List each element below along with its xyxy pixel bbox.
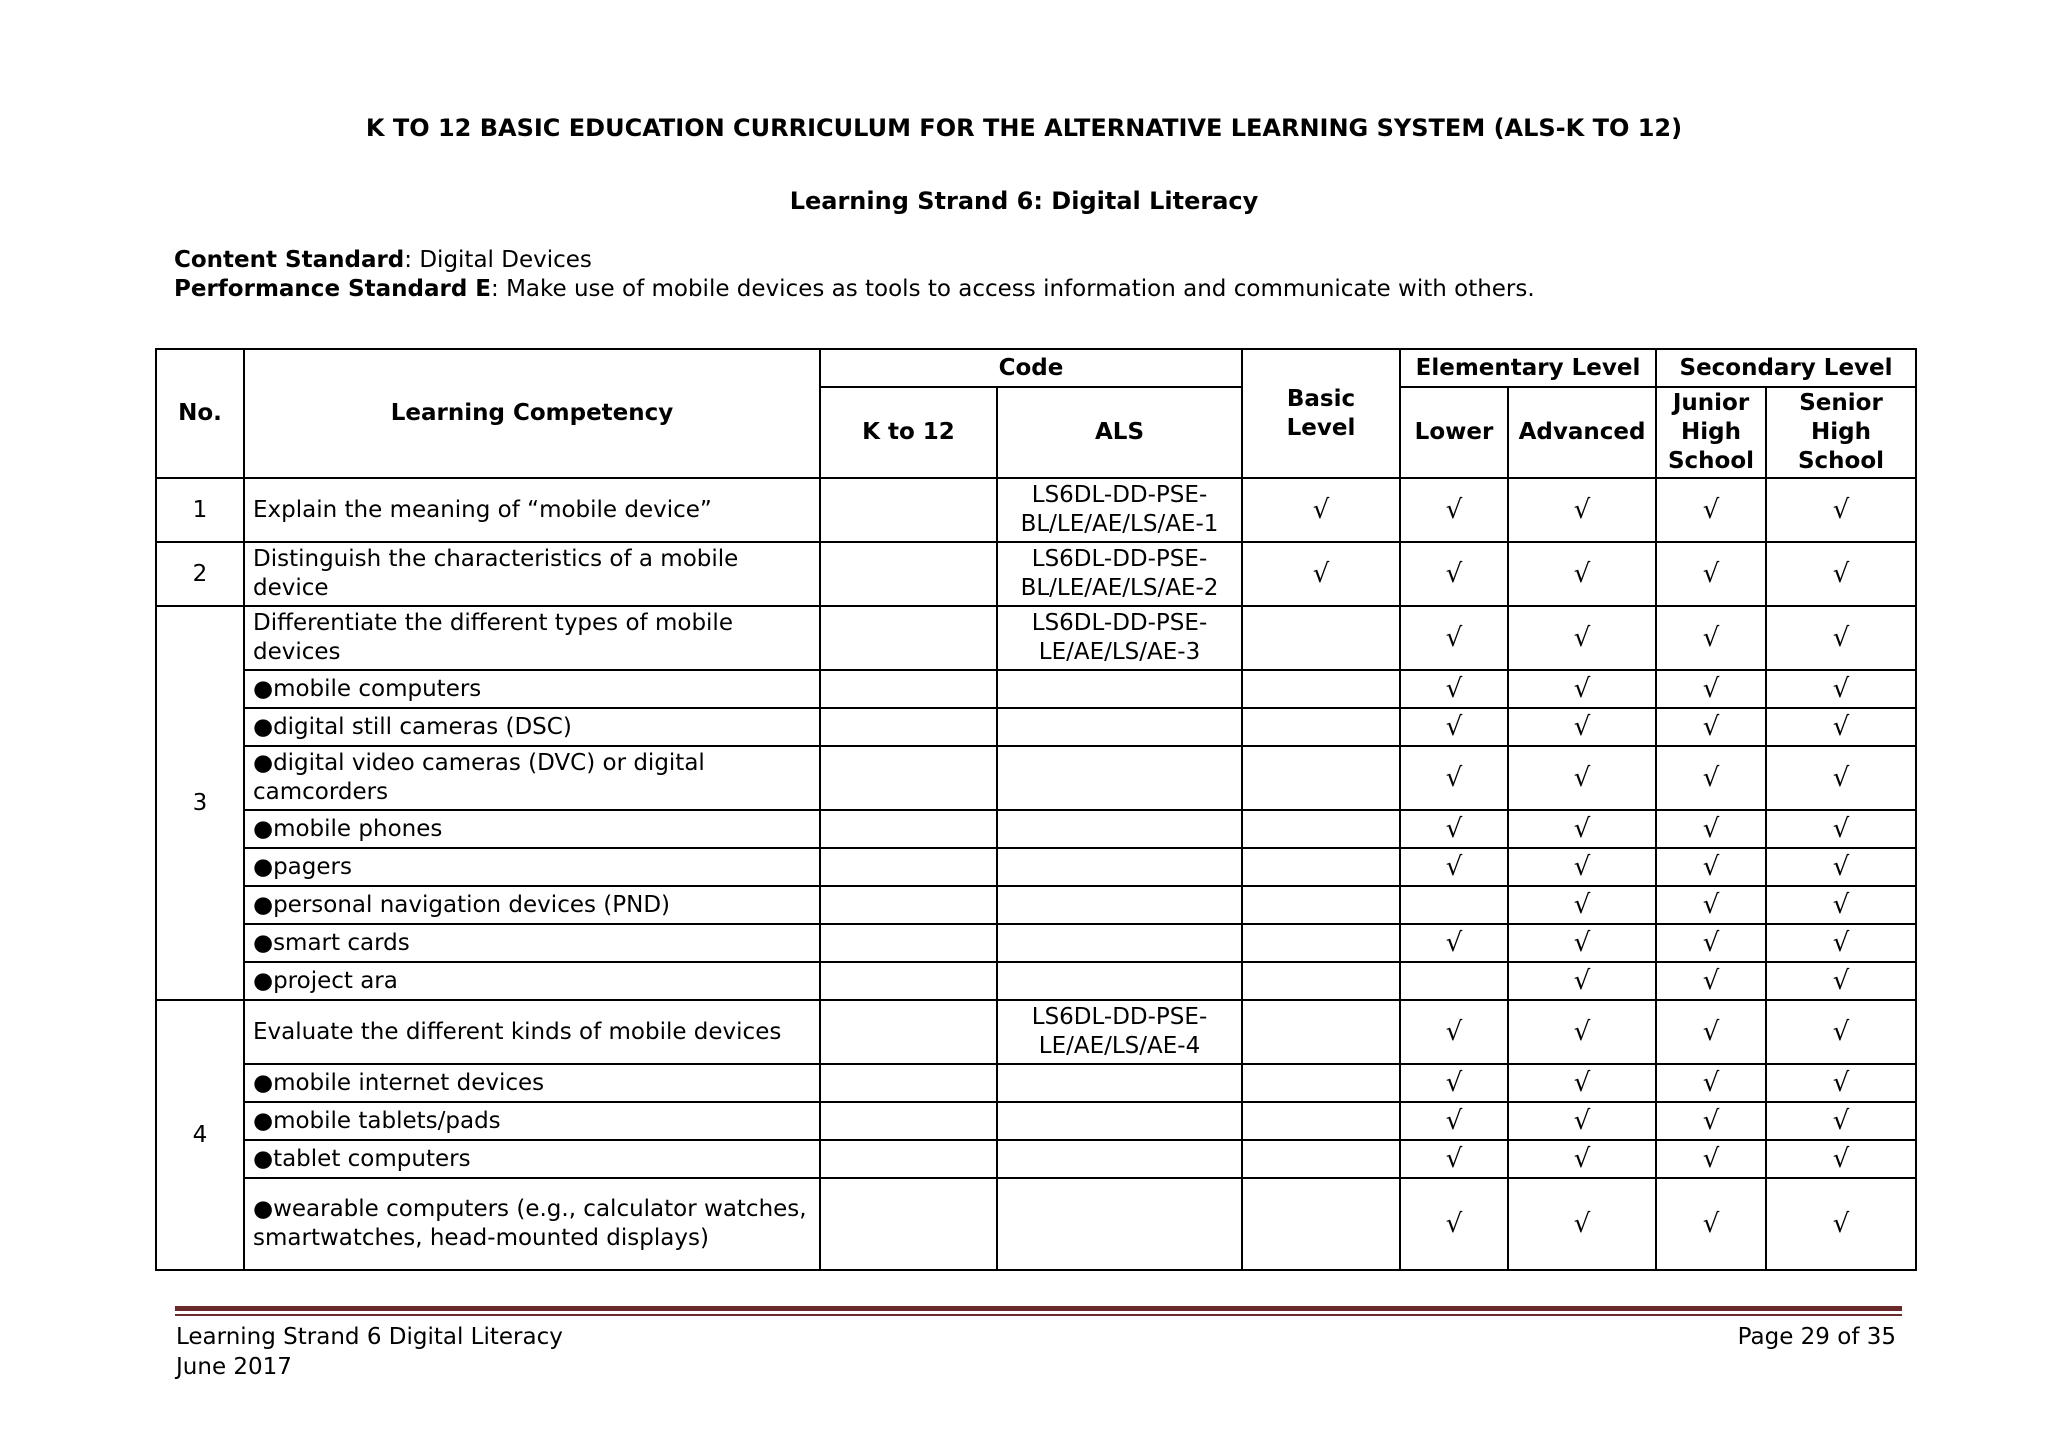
als-code-line1: LS6DL-DD-PSE- [1031, 546, 1208, 572]
check-senior-high: √ [1766, 1178, 1916, 1270]
table-row [156, 670, 1916, 708]
k12-code-cell [820, 848, 997, 886]
check-advanced: √ [1508, 1140, 1656, 1178]
competency-text: Evaluate the different kinds of mobile devices [244, 1000, 820, 1064]
header-jhs-line1: Junior [1672, 390, 1750, 416]
table-row [156, 1064, 1916, 1102]
check-basic-empty [1242, 746, 1400, 810]
check-advanced: √ [1508, 924, 1656, 962]
check-advanced: √ [1508, 810, 1656, 848]
check-advanced: √ [1508, 962, 1656, 1000]
als-code-cell [997, 708, 1242, 746]
als-code-cell [997, 1140, 1242, 1178]
check-senior-high: √ [1766, 886, 1916, 924]
competency-text: ●mobile internet devices [244, 1064, 820, 1102]
content-standard-value: : Digital Devices [404, 247, 592, 273]
k12-code-cell [820, 924, 997, 962]
als-code-line2: BL/LE/AE/LS/AE-1 [1020, 511, 1219, 537]
check-lower: √ [1400, 542, 1508, 606]
header-learning-competency: Learning Competency [244, 349, 820, 478]
check-junior-high: √ [1656, 1178, 1766, 1270]
als-code-cell [997, 1178, 1242, 1270]
check-basic-empty [1242, 1064, 1400, 1102]
competency-text: Differentiate the different types of mobile devices [244, 606, 820, 670]
check-lower: √ [1400, 708, 1508, 746]
check-advanced: √ [1508, 670, 1656, 708]
check-junior-high: √ [1656, 708, 1766, 746]
competency-text: ●digital still cameras (DSC) [244, 708, 820, 746]
als-code-line2: LE/AE/LS/AE-4 [1038, 1033, 1201, 1059]
table-row [156, 848, 1916, 886]
check-senior-high: √ [1766, 810, 1916, 848]
header-shs-line3: School [1797, 448, 1885, 474]
table-row [156, 810, 1916, 848]
header-lower: Lower [1400, 387, 1508, 478]
check-junior-high: √ [1656, 542, 1766, 606]
competency-text: ●project ara [244, 962, 820, 1000]
table-row [156, 708, 1916, 746]
check-senior-high: √ [1766, 1140, 1916, 1178]
table-row [156, 924, 1916, 962]
header-jhs-line2: High [1681, 419, 1741, 445]
check-advanced: √ [1508, 708, 1656, 746]
check-junior-high: √ [1656, 1000, 1766, 1064]
content-standard [174, 247, 592, 273]
learning-strand-subtitle: Learning Strand 6: Digital Literacy [789, 187, 1259, 215]
table-row [156, 1178, 1916, 1270]
table-row [156, 606, 1916, 670]
table-row [156, 1140, 1916, 1178]
header-basic-line2: Level [1286, 414, 1356, 441]
k12-code-cell [820, 1140, 997, 1178]
check-junior-high: √ [1656, 1140, 1766, 1178]
k12-code-cell [820, 670, 997, 708]
footer-divider-thin [175, 1314, 1902, 1316]
check-basic-empty [1242, 1102, 1400, 1140]
header-als: ALS [997, 387, 1242, 478]
k12-code-cell [820, 962, 997, 1000]
table-row [156, 478, 1916, 542]
check-senior-high: √ [1766, 962, 1916, 1000]
k12-code-cell [820, 1064, 997, 1102]
als-code-cell [997, 962, 1242, 1000]
table-row [156, 1102, 1916, 1140]
check-junior-high: √ [1656, 746, 1766, 810]
check-lower: √ [1400, 670, 1508, 708]
als-code-cell [997, 1064, 1242, 1102]
header-shs-line1: Senior [1799, 390, 1883, 416]
check-basic-empty [1242, 670, 1400, 708]
check-advanced: √ [1508, 1000, 1656, 1064]
competency-text: ●tablet computers [244, 1140, 820, 1178]
header-advanced: Advanced [1508, 387, 1656, 478]
check-senior-high: √ [1766, 670, 1916, 708]
row-number: 3 [156, 606, 244, 1000]
k12-code-cell [820, 708, 997, 746]
als-code-cell [997, 886, 1242, 924]
page-number: Page 29 of 35 [1737, 1324, 1896, 1350]
check-lower: √ [1400, 1178, 1508, 1270]
header-jhs-line3: School [1667, 448, 1755, 474]
check-junior-high: √ [1656, 670, 1766, 708]
als-code-line1: LS6DL-DD-PSE- [1031, 1004, 1208, 1030]
check-lower: √ [1400, 606, 1508, 670]
check-junior-high: √ [1656, 848, 1766, 886]
check-lower: √ [1400, 478, 1508, 542]
check-junior-high: √ [1656, 1064, 1766, 1102]
als-code-cell [997, 746, 1242, 810]
competency-text: ●personal navigation devices (PND) [244, 886, 820, 924]
als-code-cell [997, 670, 1242, 708]
check-senior-high: √ [1766, 1064, 1916, 1102]
check-lower: √ [1400, 1000, 1508, 1064]
k12-code-cell [820, 542, 997, 606]
header-shs-line2: High [1811, 419, 1871, 445]
check-advanced: √ [1508, 1064, 1656, 1102]
check-senior-high: √ [1766, 478, 1916, 542]
check-junior-high: √ [1656, 810, 1766, 848]
header-code: Code [820, 349, 1242, 387]
header-no: No. [156, 349, 244, 478]
check-advanced: √ [1508, 1178, 1656, 1270]
check-advanced: √ [1508, 848, 1656, 886]
row-number: 2 [156, 542, 244, 606]
check-advanced: √ [1508, 746, 1656, 810]
competency-text: ●smart cards [244, 924, 820, 962]
check-lower: √ [1400, 1102, 1508, 1140]
footer-left [176, 1322, 563, 1382]
header-secondary-level: Secondary Level [1656, 349, 1916, 387]
performance-standard [174, 276, 1535, 302]
k12-code-cell [820, 1102, 997, 1140]
check-senior-high: √ [1766, 542, 1916, 606]
k12-code-cell [820, 886, 997, 924]
check-basic-empty [1242, 924, 1400, 962]
competency-text: ●mobile tablets/pads [244, 1102, 820, 1140]
competency-table [155, 348, 1917, 1271]
als-code-line2: BL/LE/AE/LS/AE-2 [1020, 575, 1219, 601]
check-senior-high: √ [1766, 1000, 1916, 1064]
header-basic-line1: Basic [1286, 385, 1356, 412]
check-advanced: √ [1508, 606, 1656, 670]
als-code-cell [997, 1000, 1242, 1064]
als-code-cell [997, 848, 1242, 886]
check-junior-high: √ [1656, 924, 1766, 962]
check-lower-empty [1400, 962, 1508, 1000]
k12-code-cell [820, 1178, 997, 1270]
competency-text: ●digital video cameras (DVC) or digital camcorders [244, 746, 820, 810]
table-row [156, 746, 1916, 810]
als-code-cell [997, 606, 1242, 670]
check-advanced: √ [1508, 478, 1656, 542]
table-row [156, 962, 1916, 1000]
check-senior-high: √ [1766, 1102, 1916, 1140]
competency-text: ●wearable computers (e.g., calculator watches, smartwatches, head-mounted displays) [244, 1178, 820, 1270]
als-code-line1: LS6DL-DD-PSE- [1031, 610, 1208, 636]
check-lower-empty [1400, 886, 1508, 924]
check-advanced: √ [1508, 542, 1656, 606]
als-code-line2: LE/AE/LS/AE-3 [1038, 639, 1201, 665]
check-advanced: √ [1508, 1102, 1656, 1140]
check-junior-high: √ [1656, 962, 1766, 1000]
footer-date: June 2017 [176, 1354, 292, 1380]
table-row [156, 1000, 1916, 1064]
check-basic-empty [1242, 606, 1400, 670]
check-senior-high: √ [1766, 848, 1916, 886]
check-junior-high: √ [1656, 478, 1766, 542]
table-row [156, 886, 1916, 924]
check-junior-high: √ [1656, 1102, 1766, 1140]
check-basic-empty [1242, 1178, 1400, 1270]
check-junior-high: √ [1656, 886, 1766, 924]
header-junior-high-school [1656, 387, 1766, 478]
check-lower: √ [1400, 810, 1508, 848]
check-basic-empty [1242, 1000, 1400, 1064]
performance-standard-label: Performance Standard E [174, 276, 492, 302]
performance-standard-value: : Make use of mobile devices as tools to access information and communicate with others. [491, 276, 1535, 302]
k12-code-cell [820, 746, 997, 810]
als-code-cell [997, 478, 1242, 542]
als-code-cell [997, 810, 1242, 848]
footer-divider [175, 1306, 1902, 1311]
header-basic-level [1242, 349, 1400, 478]
check-lower: √ [1400, 1140, 1508, 1178]
check-basic: √ [1242, 542, 1400, 606]
check-lower: √ [1400, 848, 1508, 886]
k12-code-cell [820, 810, 997, 848]
check-basic-empty [1242, 962, 1400, 1000]
competency-text: ●pagers [244, 848, 820, 886]
check-lower: √ [1400, 746, 1508, 810]
k12-code-cell [820, 606, 997, 670]
als-code-cell [997, 542, 1242, 606]
check-lower: √ [1400, 1064, 1508, 1102]
check-basic: √ [1242, 478, 1400, 542]
check-basic-empty [1242, 1140, 1400, 1178]
check-junior-high: √ [1656, 606, 1766, 670]
check-senior-high: √ [1766, 746, 1916, 810]
k12-code-cell [820, 1000, 997, 1064]
check-basic-empty [1242, 848, 1400, 886]
competency-text: ●mobile computers [244, 670, 820, 708]
row-number: 4 [156, 1000, 244, 1270]
header-k-to-12: K to 12 [820, 387, 997, 478]
competency-text: Explain the meaning of “mobile device” [244, 478, 820, 542]
header-elementary-level: Elementary Level [1400, 349, 1656, 387]
check-senior-high: √ [1766, 708, 1916, 746]
content-standard-label: Content Standard [174, 247, 405, 273]
table-row [156, 542, 1916, 606]
competency-text: ●mobile phones [244, 810, 820, 848]
als-code-cell [997, 924, 1242, 962]
check-basic-empty [1242, 886, 1400, 924]
competency-text: Distinguish the characteristics of a mobile device [244, 542, 820, 606]
als-code-cell [997, 1102, 1242, 1140]
check-lower: √ [1400, 924, 1508, 962]
check-advanced: √ [1508, 886, 1656, 924]
row-number: 1 [156, 478, 244, 542]
k12-code-cell [820, 478, 997, 542]
check-senior-high: √ [1766, 606, 1916, 670]
check-basic-empty [1242, 810, 1400, 848]
check-basic-empty [1242, 708, 1400, 746]
footer-document-name: Learning Strand 6 Digital Literacy [176, 1324, 563, 1350]
als-code-line1: LS6DL-DD-PSE- [1031, 482, 1208, 508]
header-senior-high-school [1766, 387, 1916, 478]
document-title: K TO 12 BASIC EDUCATION CURRICULUM FOR THE ALTERNATIVE LEARNING SYSTEM (ALS-K TO 12) [365, 114, 1683, 142]
check-senior-high: √ [1766, 924, 1916, 962]
